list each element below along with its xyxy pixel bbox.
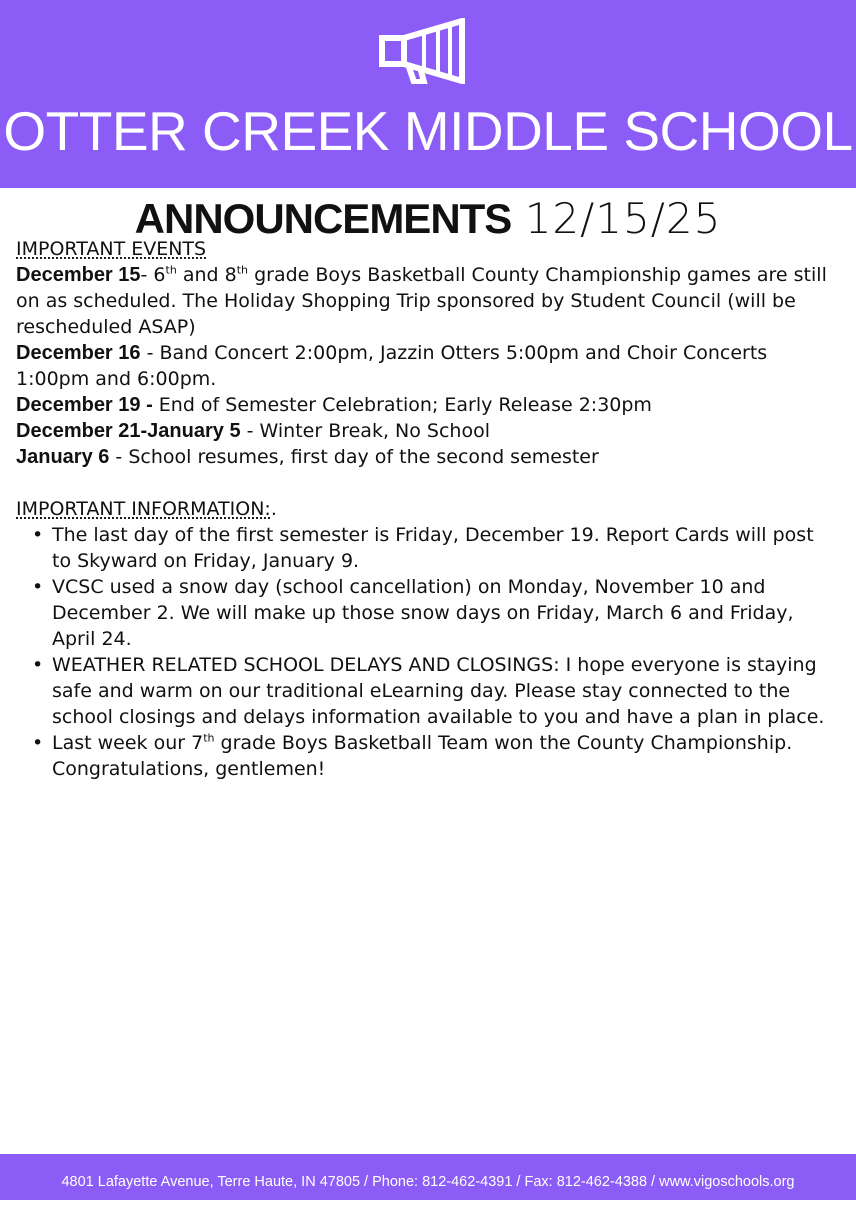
announcements-body	[16, 236, 836, 782]
list-item: • WEATHER RELATED SCHOOL DELAYS AND CLOSINGS: I hope everyone is staying safe and warm on our traditional eLearning day. Please stay connected to the school closings and delays information available to you and have a plan in place.	[32, 654, 825, 728]
list-item: • Last week our 7th grade Boys Basketball Team won the County Championship. Congratulations, gentlemen!	[32, 731, 793, 780]
title-main: ANNOUNCEMENTS	[134, 195, 512, 242]
megaphone-icon	[378, 18, 470, 84]
bullet-icon: •	[32, 732, 44, 754]
event-item: December 15- 6th and 8th grade Boys Basketball County Championship games are still on as scheduled. The Holiday Shopping Trip sponsored by Student Council (will be rescheduled ASAP)	[16, 263, 827, 338]
header-banner	[0, 0, 856, 188]
event-date: December 16	[16, 342, 141, 364]
events-heading: IMPORTANT EVENTS	[16, 238, 207, 260]
bullet-icon: •	[32, 576, 44, 598]
list-item: • The last day of the first semester is Friday, December 19. Report Cards will post to Skyward on Friday, January 9.	[32, 524, 814, 572]
event-date: December 21-January 5	[16, 420, 241, 442]
footer-bar	[0, 1154, 856, 1200]
information-heading-line: IMPORTANT INFORMATION:.	[16, 498, 277, 520]
event-item: January 6 - School resumes, first day of the second semester	[16, 446, 599, 468]
list-item: • VCSC used a snow day (school cancellation) on Monday, November 10 and December 2. We will make up those snow days on Friday, March 6 and Friday, April 24.	[32, 576, 794, 650]
footer-contact: 4801 Lafayette Avenue, Terre Haute, IN 47805 / Phone: 812-462-4391 / Fax: 812-462-4388 / www.vigoschools.org	[61, 1174, 795, 1190]
section-spacer	[16, 470, 836, 496]
event-item: December 19 - End of Semester Celebration; Early Release 2:30pm	[16, 394, 652, 416]
bullet-icon: •	[32, 524, 44, 546]
information-list	[16, 522, 836, 782]
school-name: OTTER CREEK MIDDLE SCHOOL	[3, 100, 853, 162]
information-heading: IMPORTANT INFORMATION:	[16, 498, 271, 520]
event-date: December 19 -	[16, 394, 153, 416]
event-item: December 21-January 5 - Winter Break, No School	[16, 420, 490, 442]
event-date: January 6	[16, 446, 110, 468]
title-date: 12/15/25	[524, 194, 722, 243]
bullet-icon: •	[32, 654, 44, 676]
event-item: December 16 - Band Concert 2:00pm, Jazzin Otters 5:00pm and Choir Concerts 1:00pm and 6:00pm.	[16, 342, 768, 390]
event-date: December 15	[16, 264, 141, 286]
